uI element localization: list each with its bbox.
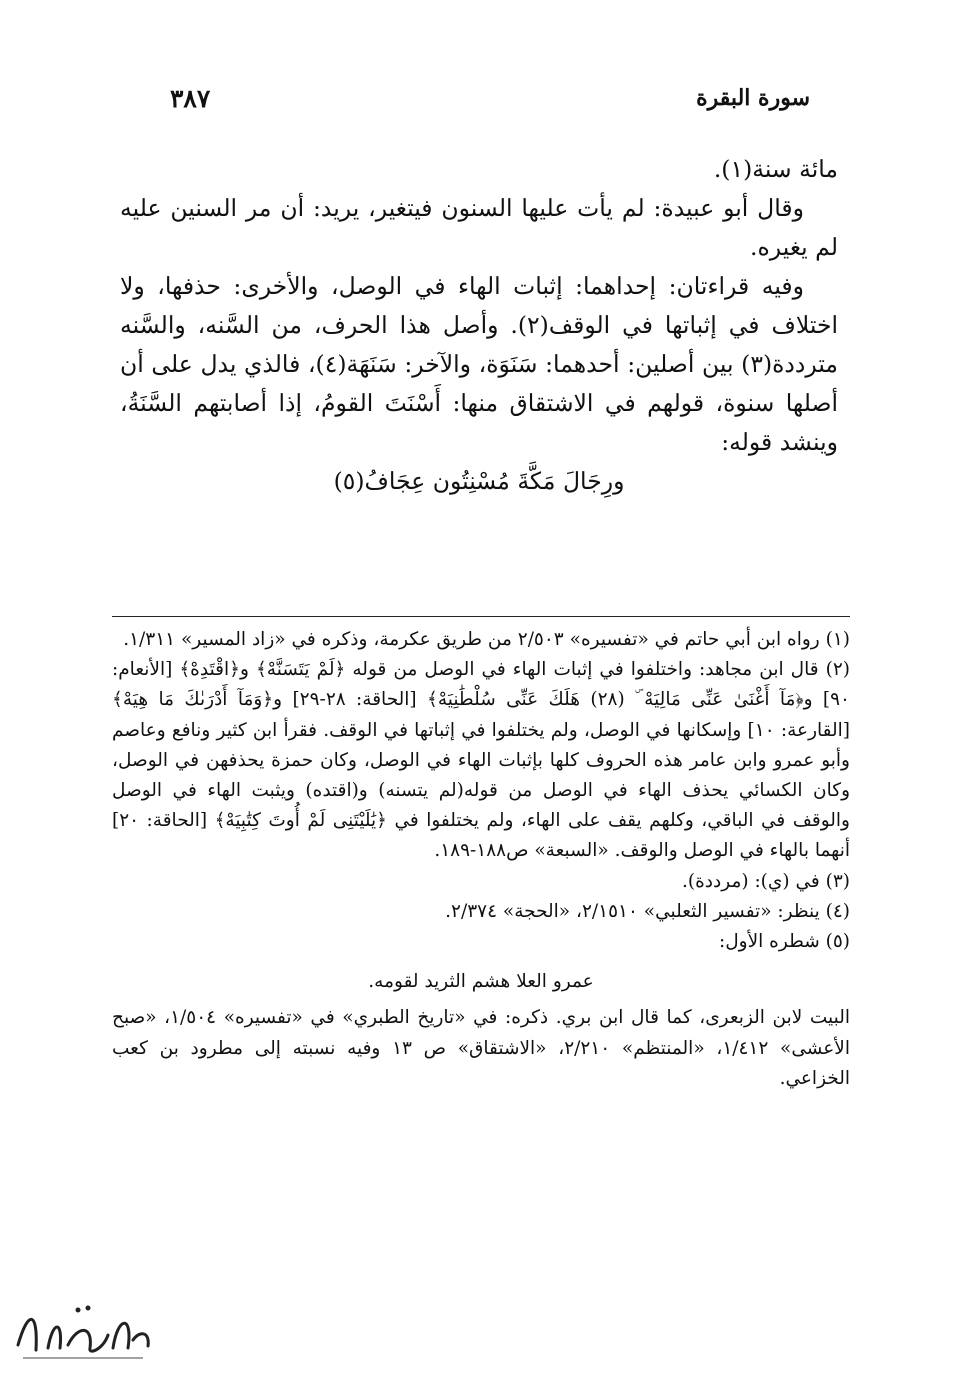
surah-title: سورة البقرة [696,85,810,111]
main-text [120,150,838,501]
paragraph-continuation: مائة سنة(١). [713,155,838,183]
footnote-2: (٢) قال ابن مجاهد: واختلفوا في إثبات الهاء في الوصل من قوله ﴿لَمْ يَتَسَنَّهْ﴾ و﴿اقْتَدِهْ﴾ [الأنعام: ٩٠] و﴿مَآ أَغْنَىٰ عَنِّى مَالِيَهْ ۜ (٢٨) هَلَكَ عَنِّى سُلْطَٰنِيَهْ﴾ [الحاقة: ٢٨-٢٩] و﴿وَمَآ أَدْرَىٰكَ مَا هِيَهْ﴾ [القارعة: ١٠] وإسكانها في الوصل، ولم يختلفوا في إثباتها في الوقف. فقرأ ابن كثير ونافع وعاصم وأبو عمرو وابن عامر هذه الحروف كلها بإثبات الهاء في الوصل، وكان حمزة يحذفهن في الوصل، وكان الكسائي يحذف الهاء في الوصل من قوله(لم يتسنه) و(اقتده) ويثبت الهاء في الوصل والوقف في الباقي، وكلهم يقف على الهاء، ولم يختلفوا في ﴿يَٰلَيْتَنِى لَمْ أُوتَ كِتَٰبِيَهْ﴾ [الحاقة: ٢٠] أنهما بالهاء في الوصل والوقف. «السبعة» ص١٨٨-١٨٩. [112,659,850,862]
paragraph-abu-ubayda: وقال أبو عبيدة: لم يأت عليها السنون فيتغير، يريد: أن مر السنين عليه لم يغيره. [120,194,838,261]
footnote-divider [112,616,850,617]
footnote-5-text: البيت لابن الزبعرى، كما قال ابن بري. ذكره: في «تاريخ الطبري» في «تفسيره» ١/٥٠٤، «صبح الأعشى» ١/٤١٢، «المنتظم» ٢/٢١٠، «الاشتقاق» ص ١٣ وفيه نسبته إلى مطرود بن كعب الخزاعي. [112,1007,851,1089]
footnote-3: (٣) في (ي): (مرددة). [681,870,850,892]
page-number: ٣٨٧ [170,83,211,113]
footnote-4: (٤) ينظر: «تفسير الثعلبي» ٢/١٥١٠، «الحجة» ٢/٣٧٤. [445,900,850,922]
footnotes [112,625,850,1094]
footnote-1: (١) رواه ابن أبي حاتم في «تفسيره» ٢/٥٠٣ من طريق عكرمة، وذكره في «زاد المسير» ١/٣١١. [123,629,850,650]
paragraph-readings: وفيه قراءتان: إحداهما: إثبات الهاء في الوصل، والأخرى: حذفها، ولا اختلاف في إثباتها في الوقف(٢). وأصل هذا الحرف، من السَّنه، والسَّنه مترددة(٣) بين أصلين: أحدهما: سَنَوَة، والآخر: سَنَهَة(٤)، فالذي يدل على أن أصلها سنوة، قولهم في الاشتقاق منها: أَسْنَتَ القومُ، إذا أصابتهم السَّنَةُ، وينشد قوله: [120,272,838,456]
footnote-5-intro: (٥) شطره الأول: [718,931,850,953]
page-header [170,78,810,118]
poetry-verse: ورِجَالَ مَكَّةَ مُسْنِتُون عِجَافُ(٥) [333,467,625,495]
footnote-5-verse: عمرو العلا هشم الثريد لقومه. [368,971,594,993]
calligraphy-watermark-logo [8,1290,158,1370]
